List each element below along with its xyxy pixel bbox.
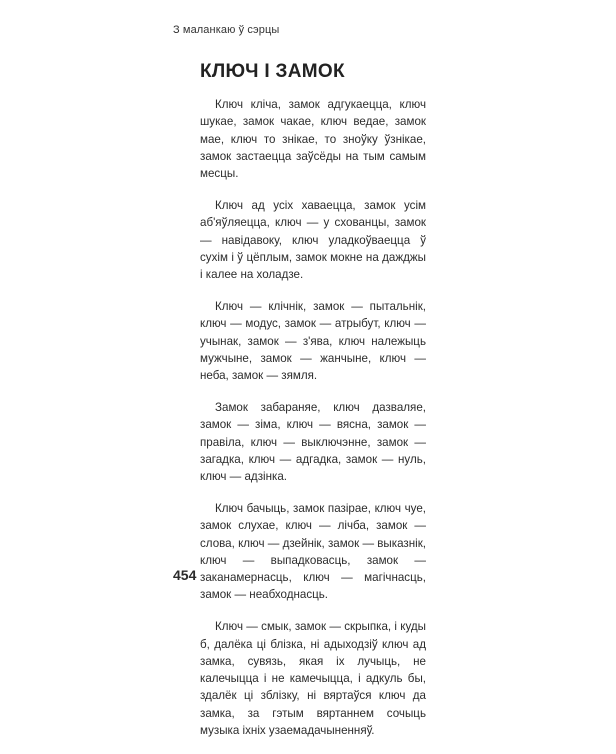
paragraph-6: Ключ — смык, замок — скрыпка, і куды б, далёка ці блізка, ні адыходзіў ключ ад замка, сувязь, якая іх лучыць, не калечыцца і не камечыцца, і адкуль бы, здалёк ці зблізку, ні вяртаўся ключ да замка, за гэтым вяртаннем сочыць музыка іхніх узаемадачыненняў. bbox=[200, 620, 426, 737]
paragraph-4: Замок забараняе, ключ дазваляе, замок — зіма, ключ — вясна, замок — правіла, ключ — выключэнне, замок — загадка, ключ — адгадка, замок — нуль, ключ — адзінка. bbox=[200, 400, 426, 484]
paragraph-1: Ключ кліча, замок адгукаецца, ключ шукае, замок чакае, ключ ведае, замок мае, ключ то знікае, то зноўку ўзнікае, замок застаецца заўсёды на тым самым месцы. bbox=[200, 98, 426, 181]
paragraph-2: Ключ ад усіх хаваецца, замок усім аб'яўляецца, ключ — у схованцы, замок — навідавоку, ключ уладкоўваецца ў сухім і ў цёплым, замок мокне на дажджы і калее на холадзе. bbox=[200, 198, 426, 282]
paragraph-5: Ключ бачыць, замок пазірае, ключ чуе, замок слухае, ключ — лічба, замок — слова, ключ — дзейнік, замок — выказнік, ключ — выпадковасць, замок — заканамернасць, ключ — магічнасць, замок — неабходнасць. bbox=[200, 501, 426, 602]
paragraph-3: Ключ — клічнік, замок — пытальнік, ключ — модус, замок — атрыбут, ключ — учынак, замок — з'ява, ключ належыць мужчыне, замок — жанчыне, ключ — неба, замок — зямля. bbox=[200, 299, 426, 383]
page-number: 454 bbox=[173, 567, 197, 583]
chapter-title: КЛЮЧ І ЗАМОК bbox=[200, 61, 345, 82]
chapter-body bbox=[200, 96, 426, 754]
running-head: З маланкаю ў сэрцы bbox=[173, 24, 280, 36]
